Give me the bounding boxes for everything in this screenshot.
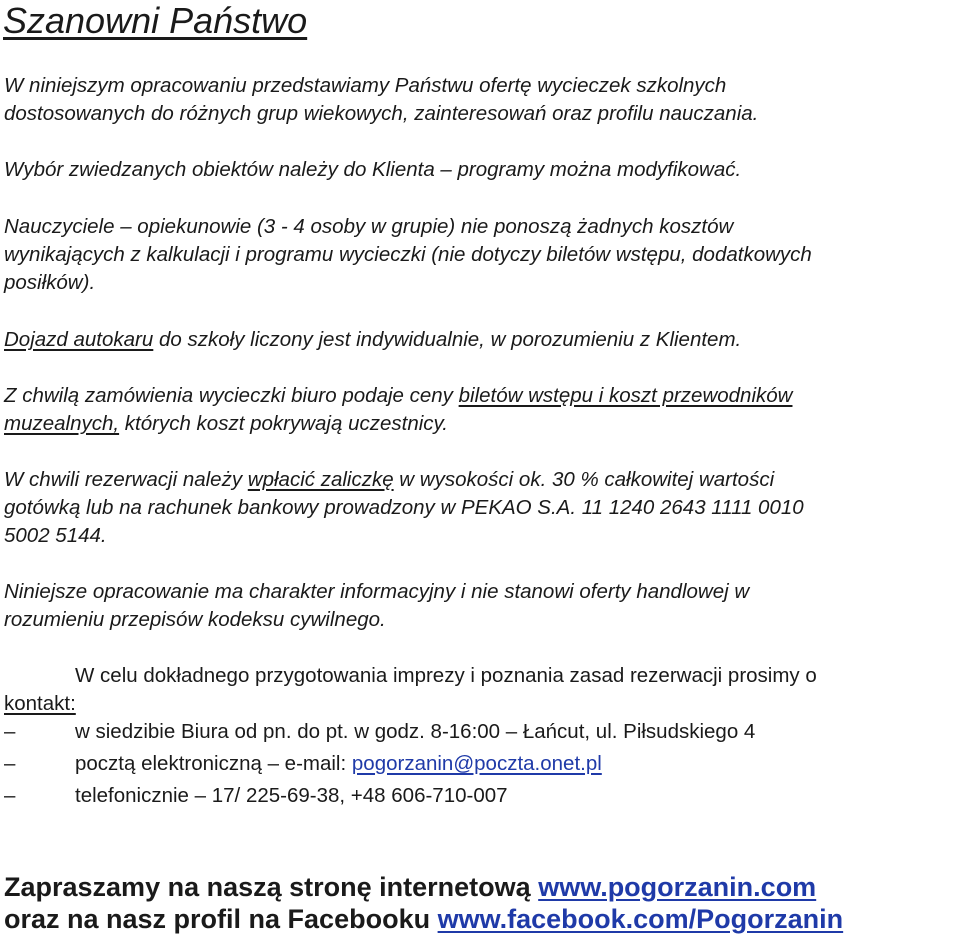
facebook-link[interactable]: www.facebook.com/Pogorzanin: [437, 904, 844, 934]
order-underlined-1: biletów wstępu i koszt przewodników: [458, 384, 793, 407]
intro-line-1: W niniejszym opracowaniu przedstawiamy Państwu ofertę wycieczek szkolnych: [4, 74, 727, 97]
contact-office: w siedzibie Biura od pn. do pt. w godz. 8-16:00 – Łańcut, ul. Piłsudskiego 4: [75, 720, 756, 743]
page-title: Szanowni Państwo: [3, 0, 308, 41]
order-part-1: Z chwilą zamówienia wycieczki biuro podaje ceny: [4, 384, 459, 407]
footer-text-2: oraz na nasz profil na Facebooku: [4, 904, 438, 934]
reservation-line-3: 5002 5144.: [4, 524, 107, 547]
order-underlined-2: muzealnych,: [4, 412, 120, 435]
order-line-2: [4, 411, 448, 437]
reservation-line-2: gotówką lub na rachunek bankowy prowadzony w PEKAO S.A. 11 1240 2643 1111 0010: [4, 496, 804, 519]
reservation-underlined: wpłacić zaliczkę: [247, 468, 394, 491]
order-line-1: [4, 383, 792, 409]
email-link[interactable]: pogorzanin@poczta.onet.pl: [351, 752, 602, 775]
contact-heading: kontakt:: [4, 692, 76, 715]
intro-line-2: dostosowanych do różnych grup wiekowych, zainteresowań oraz profilu nauczania.: [4, 102, 759, 125]
disclaimer-line-1: Niniejsze opracowanie ma charakter informacyjny i nie stanowi oferty handlowej w: [4, 580, 750, 603]
transport-underlined: Dojazd autokaru: [4, 328, 154, 351]
transport-paragraph: [4, 327, 741, 353]
choice-paragraph: Wybór zwiedzanych obiektów należy do Klienta – programy można modyfikować.: [4, 158, 742, 181]
disclaimer-line-2: rozumieniu przepisów kodeksu cywilnego.: [4, 608, 386, 631]
order-part-2: których koszt pokrywają uczestnicy.: [119, 412, 448, 435]
contact-phone: telefonicznie – 17/ 225-69-38, +48 606-710-007: [75, 784, 508, 807]
transport-rest: do szkoły liczony jest indywidualnie, w porozumieniu z Klientem.: [153, 328, 742, 351]
email-prefix: pocztą elektroniczną – e-mail:: [75, 752, 352, 775]
website-link[interactable]: www.pogorzanin.com: [538, 872, 817, 902]
teachers-line-1: Nauczyciele – opiekunowie (3 - 4 osoby w grupie) nie ponoszą żadnych kosztów: [4, 215, 734, 238]
footer-line-1: [4, 871, 816, 903]
footer-line-2: [4, 903, 843, 935]
bullet-dash-icon: –: [4, 720, 16, 743]
bullet-dash-icon: –: [4, 784, 16, 807]
teachers-line-2: wynikających z kalkulacji i programu wycieczki (nie dotyczy biletów wstępu, dodatkowych: [4, 243, 812, 266]
footer-text-1: Zapraszamy na naszą stronę internetową: [4, 872, 539, 902]
reservation-part-2: w wysokości ok. 30 % całkowitej wartości: [393, 468, 775, 491]
reservation-part-1: W chwili rezerwacji należy: [4, 468, 248, 491]
reservation-line-1: [4, 467, 774, 493]
contact-email-line: [75, 751, 602, 777]
bullet-dash-icon: –: [4, 752, 16, 775]
contact-intro: W celu dokładnego przygotowania imprezy i poznania zasad rezerwacji prosimy o: [75, 664, 817, 687]
teachers-line-3: posiłków).: [4, 271, 96, 294]
